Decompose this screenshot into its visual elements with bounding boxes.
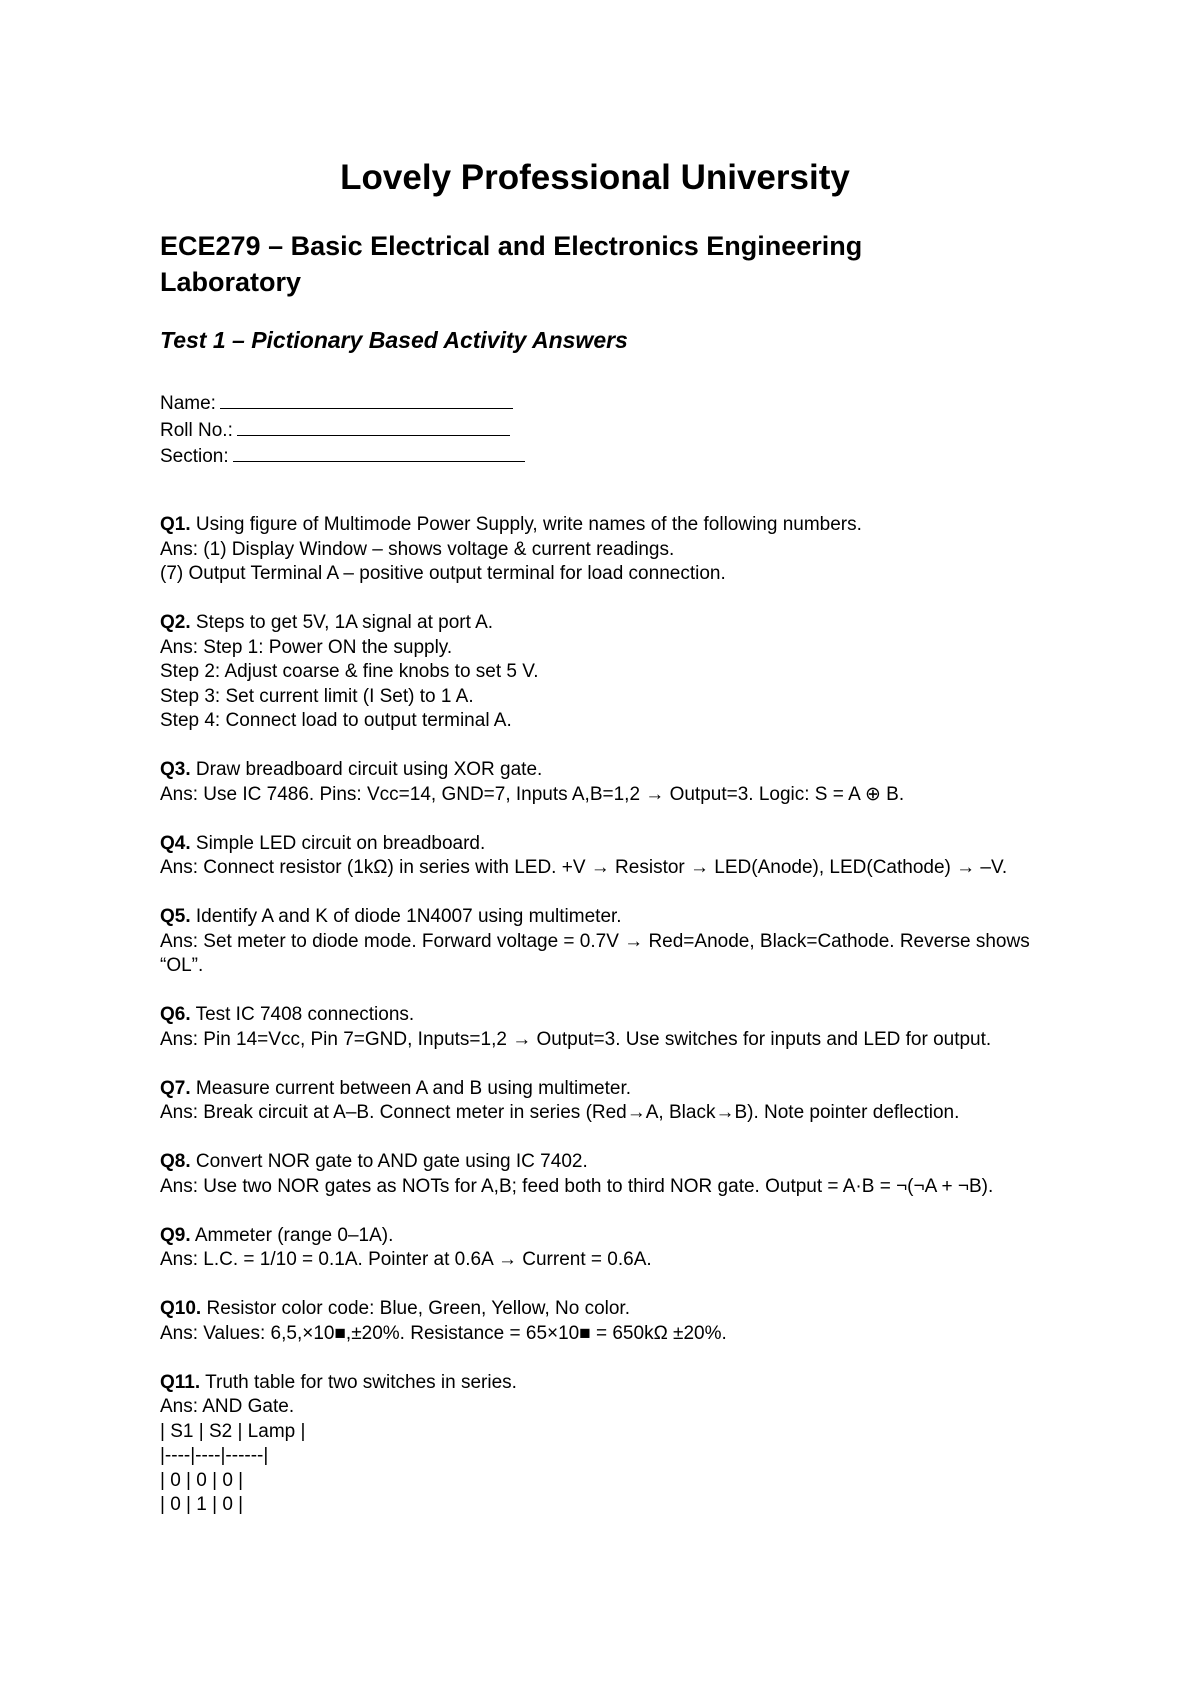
question-text: Draw breadboard circuit using XOR gate. (195, 759, 543, 780)
question-number: Q4. (160, 832, 191, 854)
name-field[interactable] (160, 390, 525, 417)
question-block (160, 832, 1060, 881)
question-block (160, 1077, 1060, 1126)
question-number: Q8. (160, 1151, 191, 1172)
answer-line: Ans: Use IC 7486. Pins: Vcc=14, GND=7, Inputs A,B=1,2 → Output=3. Logic: S = A ⊕ B. (160, 783, 905, 805)
answer-line: Ans: Values: 6,5,×10■,±20%. Resistance = 65×10■ = 650kΩ ±20%. (160, 1322, 727, 1344)
answer-line: Ans: Step 1: Power ON the supply. (160, 636, 453, 658)
question-number: Q11. (160, 1371, 201, 1393)
question-number: Q10. (160, 1298, 202, 1319)
answer-line: Step 4: Connect load to output terminal A. (160, 710, 512, 731)
question-text: Steps to get 5V, 1A signal at port A. (195, 612, 494, 633)
answer-line: Ans: Set meter to diode mode. Forward voltage = 0.7V → Red=Anode, Black=Cathode. Reverse shows “OL”. (160, 930, 1030, 976)
question-number: Q6. (160, 1004, 191, 1025)
question-block (160, 1224, 1060, 1273)
answer-line: Ans: Pin 14=Vcc, Pin 7=GND, Inputs=1,2 → Output=3. Use switches for inputs and LED for output. (160, 1028, 992, 1050)
question-block (160, 905, 1060, 979)
question-number: Q3. (160, 759, 191, 780)
question-text: Ammeter (range 0–1A). (194, 1224, 394, 1246)
university-title: Lovely Professional University (340, 158, 850, 197)
question-block (160, 1150, 1060, 1199)
answer-line: Step 2: Adjust coarse & fine knobs to set 5 V. (160, 661, 539, 682)
question-block (160, 1003, 1060, 1052)
question-text: Resistor color code: Blue, Green, Yellow, No color. (206, 1298, 630, 1319)
question-text: Simple LED circuit on breadboard. (195, 832, 486, 854)
question-text: Identify A and K of diode 1N4007 using multimeter. (195, 906, 622, 927)
question-text: Truth table for two switches in series. (205, 1371, 517, 1393)
truth-table-row: | 0 | 1 | 0 | (160, 1494, 244, 1515)
question-number: Q5. (160, 906, 191, 927)
roll-no-blank-line[interactable] (237, 417, 510, 436)
answer-line: Ans: (1) Display Window – shows voltage & current readings. (160, 538, 675, 560)
question-block (160, 1297, 1060, 1346)
question-text: Measure current between A and B using multimeter. (195, 1077, 632, 1099)
name-label: Name: (160, 393, 216, 414)
name-blank-line[interactable] (220, 390, 513, 409)
questions-list (160, 513, 1060, 1542)
question-number: Q2. (160, 612, 191, 633)
answer-line: Step 3: Set current limit (I Set) to 1 A. (160, 685, 474, 707)
answer-line: Ans: Break circuit at A–B. Connect meter in series (Red→A, Black→B). Note pointer deflection. (160, 1102, 960, 1123)
student-info-fields (160, 390, 525, 470)
truth-table-row: | 0 | 0 | 0 | (160, 1469, 244, 1491)
question-text: Test IC 7408 connections. (195, 1004, 415, 1025)
answer-line: Ans: L.C. = 1/10 = 0.1A. Pointer at 0.6A → Current = 0.6A. (160, 1249, 652, 1270)
question-block (160, 513, 1060, 587)
question-number: Q1. (160, 514, 191, 535)
question-number: Q7. (160, 1077, 191, 1099)
section-blank-line[interactable] (233, 443, 525, 462)
question-block (160, 758, 1060, 807)
truth-table (160, 1420, 1060, 1518)
question-text: Convert NOR gate to AND gate using IC 7402. (195, 1151, 588, 1172)
answer-line: Ans: Use two NOR gates as NOTs for A,B; feed both to third NOR gate. Output = A·B = ¬(¬A + ¬B). (160, 1175, 994, 1197)
truth-table-row: | S1 | S2 | Lamp | (160, 1420, 306, 1442)
answer-line: Ans: AND Gate. (160, 1396, 295, 1417)
section-field[interactable] (160, 443, 525, 470)
question-block (160, 1371, 1060, 1518)
course-title: ECE279 – Basic Electrical and Electronics Engineering Laboratory (160, 231, 863, 297)
truth-table-row: |----|----|------| (160, 1445, 269, 1466)
test-title: Test 1 – Pictionary Based Activity Answers (160, 327, 628, 353)
answer-line: Ans: Connect resistor (1kΩ) in series with LED. +V → Resistor → LED(Anode), LED(Cathode) → –V. (160, 857, 1008, 878)
roll-no-label: Roll No.: (160, 419, 233, 441)
roll-no-field[interactable] (160, 417, 525, 444)
question-text: Using figure of Multimode Power Supply, write names of the following numbers. (195, 514, 862, 535)
answer-line: (7) Output Terminal A – positive output terminal for load connection. (160, 563, 726, 584)
section-label: Section: (160, 446, 229, 467)
question-block (160, 611, 1060, 734)
question-number: Q9. (160, 1224, 191, 1246)
